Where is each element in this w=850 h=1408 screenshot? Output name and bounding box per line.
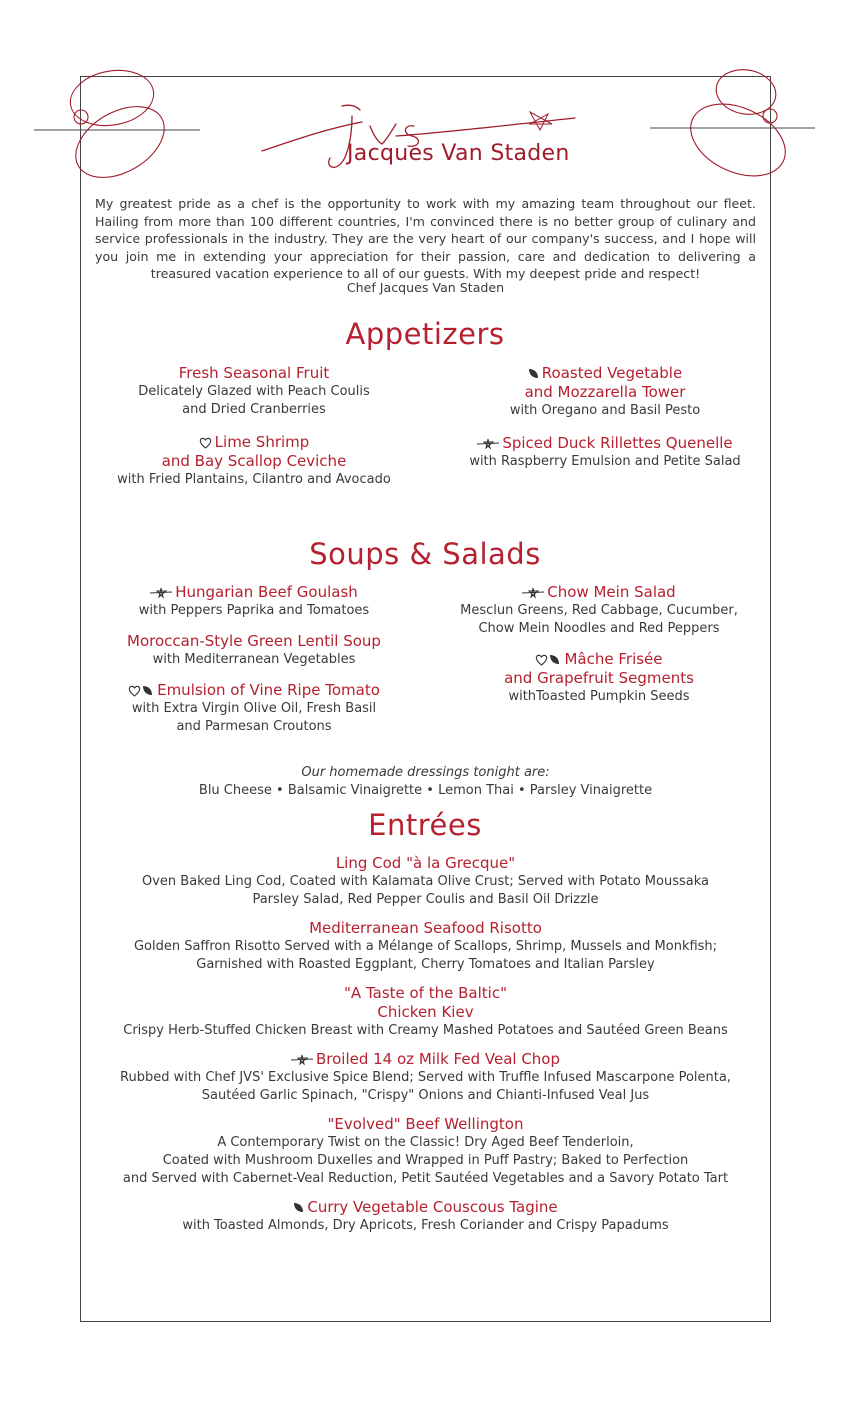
menu-item — [104, 632, 404, 669]
dish-name-text: Chow Mein Salad — [547, 583, 676, 601]
dish-name-text: Mâche Frisée — [564, 650, 663, 668]
heart-leaf-icon — [128, 685, 154, 697]
dish-description: withToasted Pumpkin Seeds — [508, 689, 690, 704]
menu-item — [104, 433, 404, 489]
dish-name: Moroccan-Style Green Lentil Soup — [127, 632, 381, 650]
dish-name-text: Emulsion of Vine Ripe Tomato — [157, 681, 380, 699]
dish-name: Mediterranean Seafood Risotto — [309, 919, 542, 937]
soups-right-column — [449, 583, 749, 720]
dish-name — [104, 583, 404, 602]
star-icon — [291, 1054, 313, 1066]
dish-description: and Dried Cranberries — [182, 402, 326, 417]
dish-description: Sautéed Garlic Spinach, "Crispy" Onions and Chianti-Infused Veal Jus — [201, 1088, 650, 1103]
menu-item — [449, 583, 749, 638]
appetizers-left-column — [104, 364, 404, 503]
dish-description: with Toasted Almonds, Dry Apricots, Fresh Coriander and Crispy Papadums — [182, 1218, 669, 1233]
dish-name-line2: Chicken Kiev — [377, 1003, 474, 1021]
menu-item — [95, 854, 756, 909]
dish-name: "Evolved" Beef Wellington — [327, 1115, 524, 1133]
leaf-icon — [528, 368, 539, 379]
dish-description: with Raspberry Emulsion and Petite Salad — [469, 454, 741, 469]
dish-description: Garnished with Roasted Eggplant, Cherry Tomatoes and Italian Parsley — [196, 957, 655, 972]
dish-description: Parsley Salad, Red Pepper Coulis and Basil Oil Drizzle — [252, 892, 599, 907]
dish-name-text: Hungarian Beef Goulash — [175, 583, 358, 601]
dish-name: Ling Cod "à la Grecque" — [335, 854, 516, 872]
dish-description: A Contemporary Twist on the Classic! Dry Aged Beef Tenderloin, — [217, 1135, 634, 1150]
intro-signature: Chef Jacques Van Staden — [346, 280, 505, 295]
dish-name-text: Broiled 14 oz Milk Fed Veal Chop — [315, 1050, 561, 1068]
menu-item — [104, 583, 404, 620]
dressings-intro: Our homemade dressings tonight are: — [301, 765, 550, 780]
menu-item — [95, 919, 756, 974]
heart-leaf-icon — [535, 654, 561, 666]
dressings-block — [95, 764, 756, 800]
menu-item — [95, 984, 756, 1040]
dish-description: Chow Mein Noodles and Red Peppers — [478, 621, 720, 636]
dish-description: with Oregano and Basil Pesto — [509, 403, 701, 418]
dish-description: Golden Saffron Risotto Served with a Mélange of Scallops, Shrimp, Mussels and Monkfish; — [133, 939, 718, 954]
star-icon — [522, 587, 544, 599]
dish-description: and Served with Cabernet-Veal Reduction, Petit Sautéed Vegetables and a Savory Potato Tart — [122, 1171, 729, 1186]
dish-name — [455, 364, 755, 383]
appetizers-title: Appetizers — [345, 317, 505, 351]
soups-left-column — [104, 583, 404, 750]
menu-item — [104, 364, 404, 419]
menu-item — [455, 434, 755, 471]
dish-name-line2: and Grapefruit Segments — [504, 669, 694, 687]
dish-description: with Mediterranean Vegetables — [152, 652, 356, 667]
dish-name — [95, 1050, 756, 1069]
entrees-title: Entrées — [368, 808, 482, 842]
dish-description: Rubbed with Chef JVS' Exclusive Spice Blend; Served with Truffle Infused Mascarpone Polenta, — [120, 1070, 731, 1085]
chef-name: Jacques Van Staden — [347, 141, 570, 166]
dish-description: with Peppers Paprika and Tomatoes — [138, 603, 370, 618]
dressings-list: Blu Cheese • Balsamic Vinaigrette • Lemon Thai • Parsley Vinaigrette — [198, 783, 653, 798]
dish-name — [104, 681, 404, 700]
dish-description: and Parmesan Croutons — [176, 719, 332, 734]
dish-description: Crispy Herb-Stuffed Chicken Breast with Creamy Mashed Potatoes and Sautéed Green Beans — [123, 1023, 728, 1038]
soups-salads-title: Soups & Salads — [309, 537, 541, 571]
dish-description: with Fried Plantains, Cilantro and Avocado — [117, 472, 391, 487]
menu-item — [95, 1050, 756, 1105]
intro-paragraph: My greatest pride as a chef is the opportunity to work with my amazing team throughout our fleet. Hailing from more than 100 different countries, I'm convinced there is no better group of culinary and service professionals in the industry. They are the very heart of our company's success, and I hope will you join me in extending your appreciation for their passion, care and dedication to delivering a treasured vacation experience to all of our guests. With my deepest pride and respect! — [95, 196, 756, 281]
menu-item — [449, 650, 749, 706]
dish-name — [455, 434, 755, 453]
dish-name: Fresh Seasonal Fruit — [178, 364, 330, 382]
dish-description: with Extra Virgin Olive Oil, Fresh Basil — [131, 701, 377, 716]
dish-description: Mesclun Greens, Red Cabbage, Cucumber, — [460, 603, 738, 618]
dish-name-text: Lime Shrimp — [214, 433, 310, 451]
menu-item — [104, 681, 404, 736]
dish-name — [449, 650, 749, 669]
dish-name-text: Roasted Vegetable — [541, 364, 683, 382]
dish-name-line2: and Bay Scallop Ceviche — [161, 452, 347, 470]
leaf-icon — [293, 1202, 304, 1213]
entrees-list — [95, 854, 756, 1245]
dish-name: "A Taste of the Baltic" — [344, 984, 507, 1002]
dish-description: Oven Baked Ling Cod, Coated with Kalamata Olive Crust; Served with Potato Moussaka — [142, 874, 709, 889]
star-icon — [150, 587, 172, 599]
dish-name-text: Curry Vegetable Couscous Tagine — [307, 1198, 558, 1216]
dish-name — [104, 433, 404, 452]
dish-description: Delicately Glazed with Peach Coulis — [138, 384, 370, 399]
dish-name — [449, 583, 749, 602]
menu-item — [95, 1198, 756, 1235]
dish-name-line2: and Mozzarella Tower — [524, 383, 686, 401]
dish-name-text: Spiced Duck Rillettes Quenelle — [502, 434, 733, 452]
appetizers-right-column — [455, 364, 755, 485]
dish-description: Coated with Mushroom Duxelles and Wrapped in Puff Pastry; Baked to Perfection — [162, 1153, 689, 1168]
star-icon — [477, 438, 499, 450]
heart-icon — [199, 437, 212, 449]
menu-item — [95, 1115, 756, 1188]
menu-item — [455, 364, 755, 420]
dish-name — [95, 1198, 756, 1217]
